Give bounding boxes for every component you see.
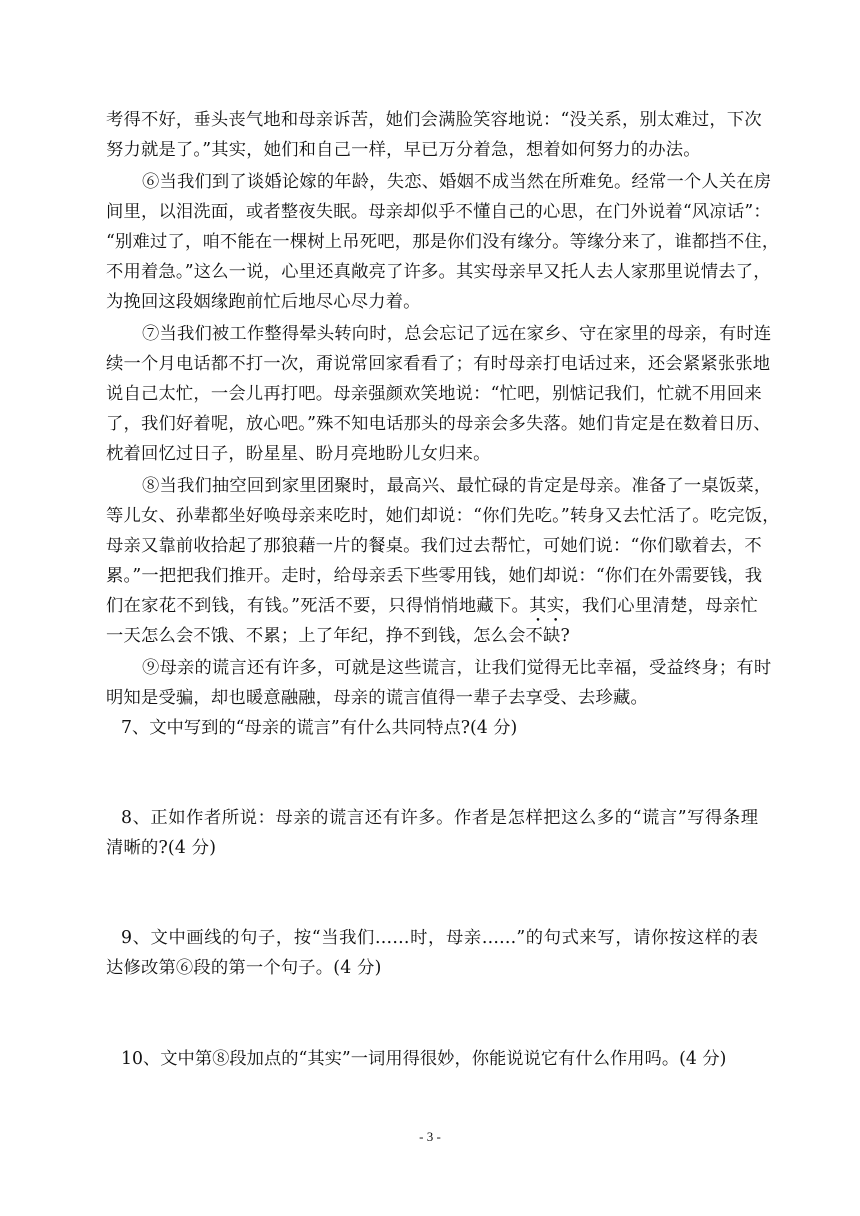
- passage-line: 枕着回忆过日子，盼星星、盼月亮地盼儿女归来。: [106, 444, 491, 464]
- passage-line: ⑦当我们被工作整得晕头转向时，总会忘记了远在家乡、守在家里的母亲，有时连: [142, 324, 772, 344]
- passage-line: ⑨母亲的谎言还有许多，可就是这些谎言，让我们觉得无比幸福，受益终身；有时: [142, 658, 772, 678]
- emphasis-word-qishi: 其实: [529, 596, 565, 616]
- passage-line: 累。”一把把我们推开。走时，给母亲丢下些零用钱，她们却说：“你们在外需要钱，我: [106, 566, 763, 586]
- passage-line: 续一个月电话都不打一次，甭说常回家看看了；有时母亲打电话过来，还会紧紧张张地: [106, 354, 771, 374]
- passage-line: 等儿女、孙辈都坐好唤母亲来吃时，她们却说：“你们先吃。”转身又去忙活了。吃完饭，: [106, 506, 780, 526]
- page-number: - 3 -: [419, 1129, 441, 1144]
- passage-line: 为挽回这段姻缘跑前忙后地尽心尽力着。: [106, 292, 421, 312]
- passage-line: “别难过了，咱不能在一棵树上吊死吧，那是你们没有缘分。等缘分来了，谁都挡不住，: [106, 232, 780, 252]
- passage-line: 说自己太忙，一会儿再打吧。母亲强颜欢笑地说：“忙吧，别惦记我们，忙就不用回来: [106, 384, 762, 404]
- question-8-continued: 清晰的?(4 分): [106, 838, 217, 858]
- passage-line: ⑧当我们抽空回到家里团聚时，最高兴、最忙碌的肯定是母亲。准备了一桌饭菜，: [142, 476, 772, 496]
- question-10: 10、文中第⑧段加点的“其实”一词用得很妙，你能说说它有什么作用吗。(4 分): [121, 1049, 727, 1069]
- question-8: 8、正如作者所说：母亲的谎言还有许多。作者是怎样把这么多的“谎言”写得条理: [121, 808, 758, 828]
- passage-line: ⑥当我们到了谈婚论嫁的年龄，失恋、婚姻不成当然在所难免。经常一个人关在房: [142, 172, 772, 192]
- passage-line: 不用着急。”这么一说，心里还真敞亮了许多。其实母亲早又托人去人家那里说情去了，: [106, 262, 771, 282]
- question-9-continued: 达修改第⑥段的第一个句子。(4 分): [106, 958, 382, 978]
- passage-line: 明知是受骗，却也暖意融融，母亲的谎言值得一辈子去享受、去珍藏。: [106, 688, 648, 708]
- passage-segment: ，我们心里清楚，母亲忙: [564, 596, 758, 616]
- passage-line: 间里，以泪洗面，或者整夜失眠。母亲却似乎不懂自己的心思，在门外说着“风凉话”：: [106, 202, 771, 222]
- passage-line-with-emphasis: [106, 594, 758, 618]
- passage-line: 一天怎么会不饿、不累；上了年纪，挣不到钱，怎么会不缺?: [106, 626, 570, 646]
- passage-line: 了，我们好着呢，放心吧。”殊不知电话那头的母亲会多失落。她们肯定是在数着日历、: [106, 414, 771, 434]
- question-9: 9、文中画线的句子，按“当我们……时，母亲……”的句式来写，请你按这样的表: [121, 928, 758, 948]
- passage-line: 努力就是了。”其实，她们和自己一样，早已万分着急，想着如何努力的办法。: [106, 140, 701, 160]
- question-7: 7、文中写到的“母亲的谎言”有什么共同特点?(4 分): [121, 718, 518, 738]
- passage-segment: 们在家花不到钱，有钱。”死活不要，只得悄悄地藏下。: [106, 596, 530, 616]
- passage-line: 母亲又靠前收拾起了那狼藉一片的餐桌。我们过去帮忙，可她们说：“你们歇着去，不: [106, 536, 762, 556]
- passage-line: 考得不好，垂头丧气地和母亲诉苦，她们会满脸笑容地说：“没关系，别太难过，下次: [106, 110, 762, 130]
